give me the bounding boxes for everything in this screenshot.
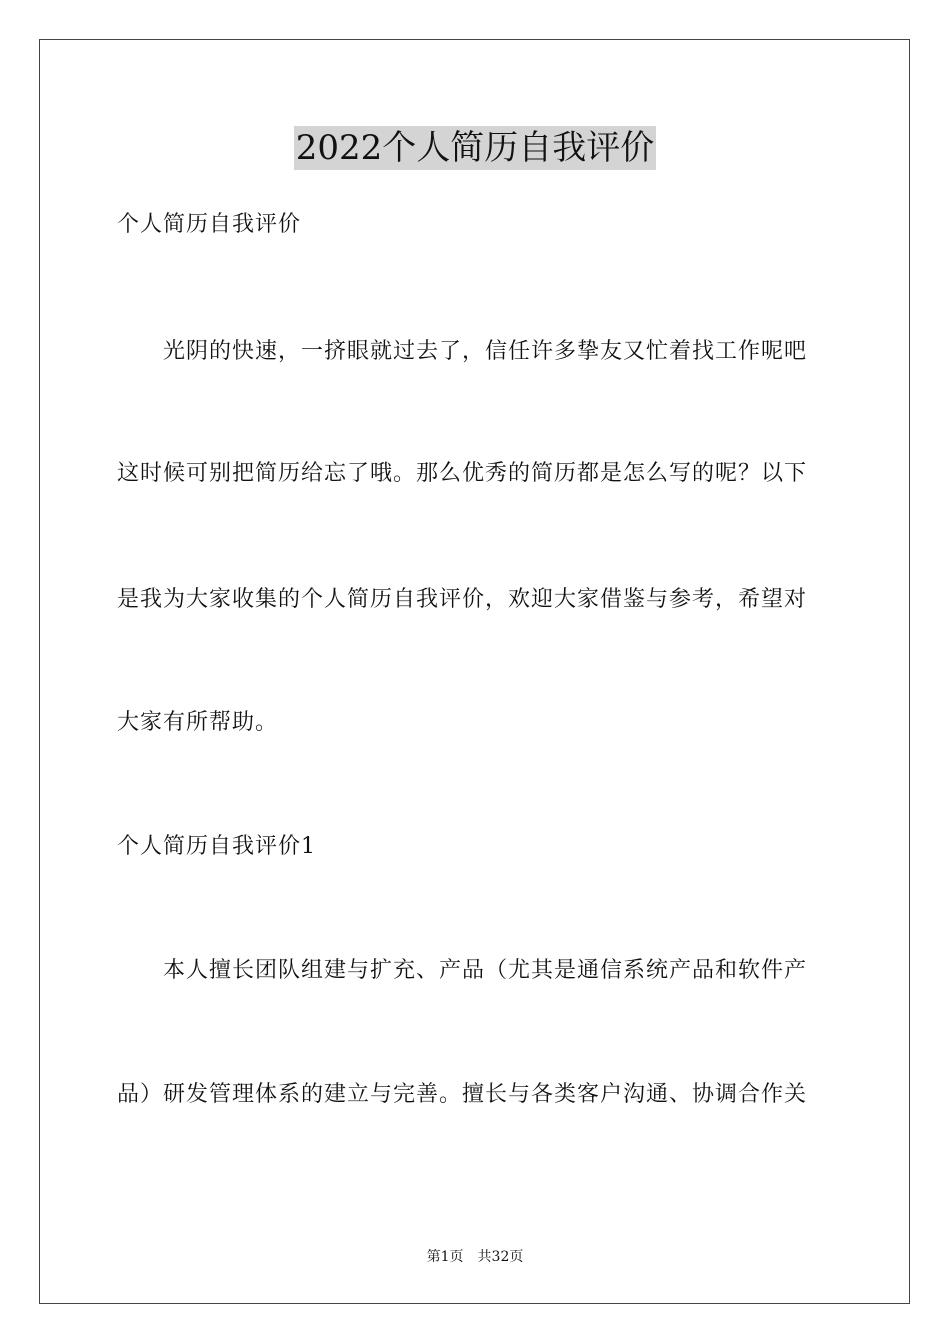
section-heading: 个人简历自我评价1 [117,834,316,859]
page-number-footer: 第1页 共32页 [426,1249,524,1265]
title-container [0,126,950,170]
paragraph-line: 品）研发管理体系的建立与完善。擅长与各类客户沟通、协调合作关 [117,1082,808,1107]
paragraph-line: 光阴的快速，一挤眼就过去了，信任许多挚友又忙着找工作呢吧 [163,339,808,364]
section-heading: 个人简历自我评价 [117,212,302,237]
paragraph-line: 本人擅长团队组建与扩充、产品（尤其是通信系统产品和软件产 [163,958,808,983]
document-title: 2022个人简历自我评价 [295,128,655,168]
paragraph-line: 是我为大家收集的个人简历自我评价，欢迎大家借鉴与参考，希望对 [117,587,808,612]
paragraph-line: 大家有所帮助。 [117,710,279,735]
paragraph-line: 这时候可别把简历给忘了哦。那么优秀的简历都是怎么写的呢？以下 [117,461,808,486]
